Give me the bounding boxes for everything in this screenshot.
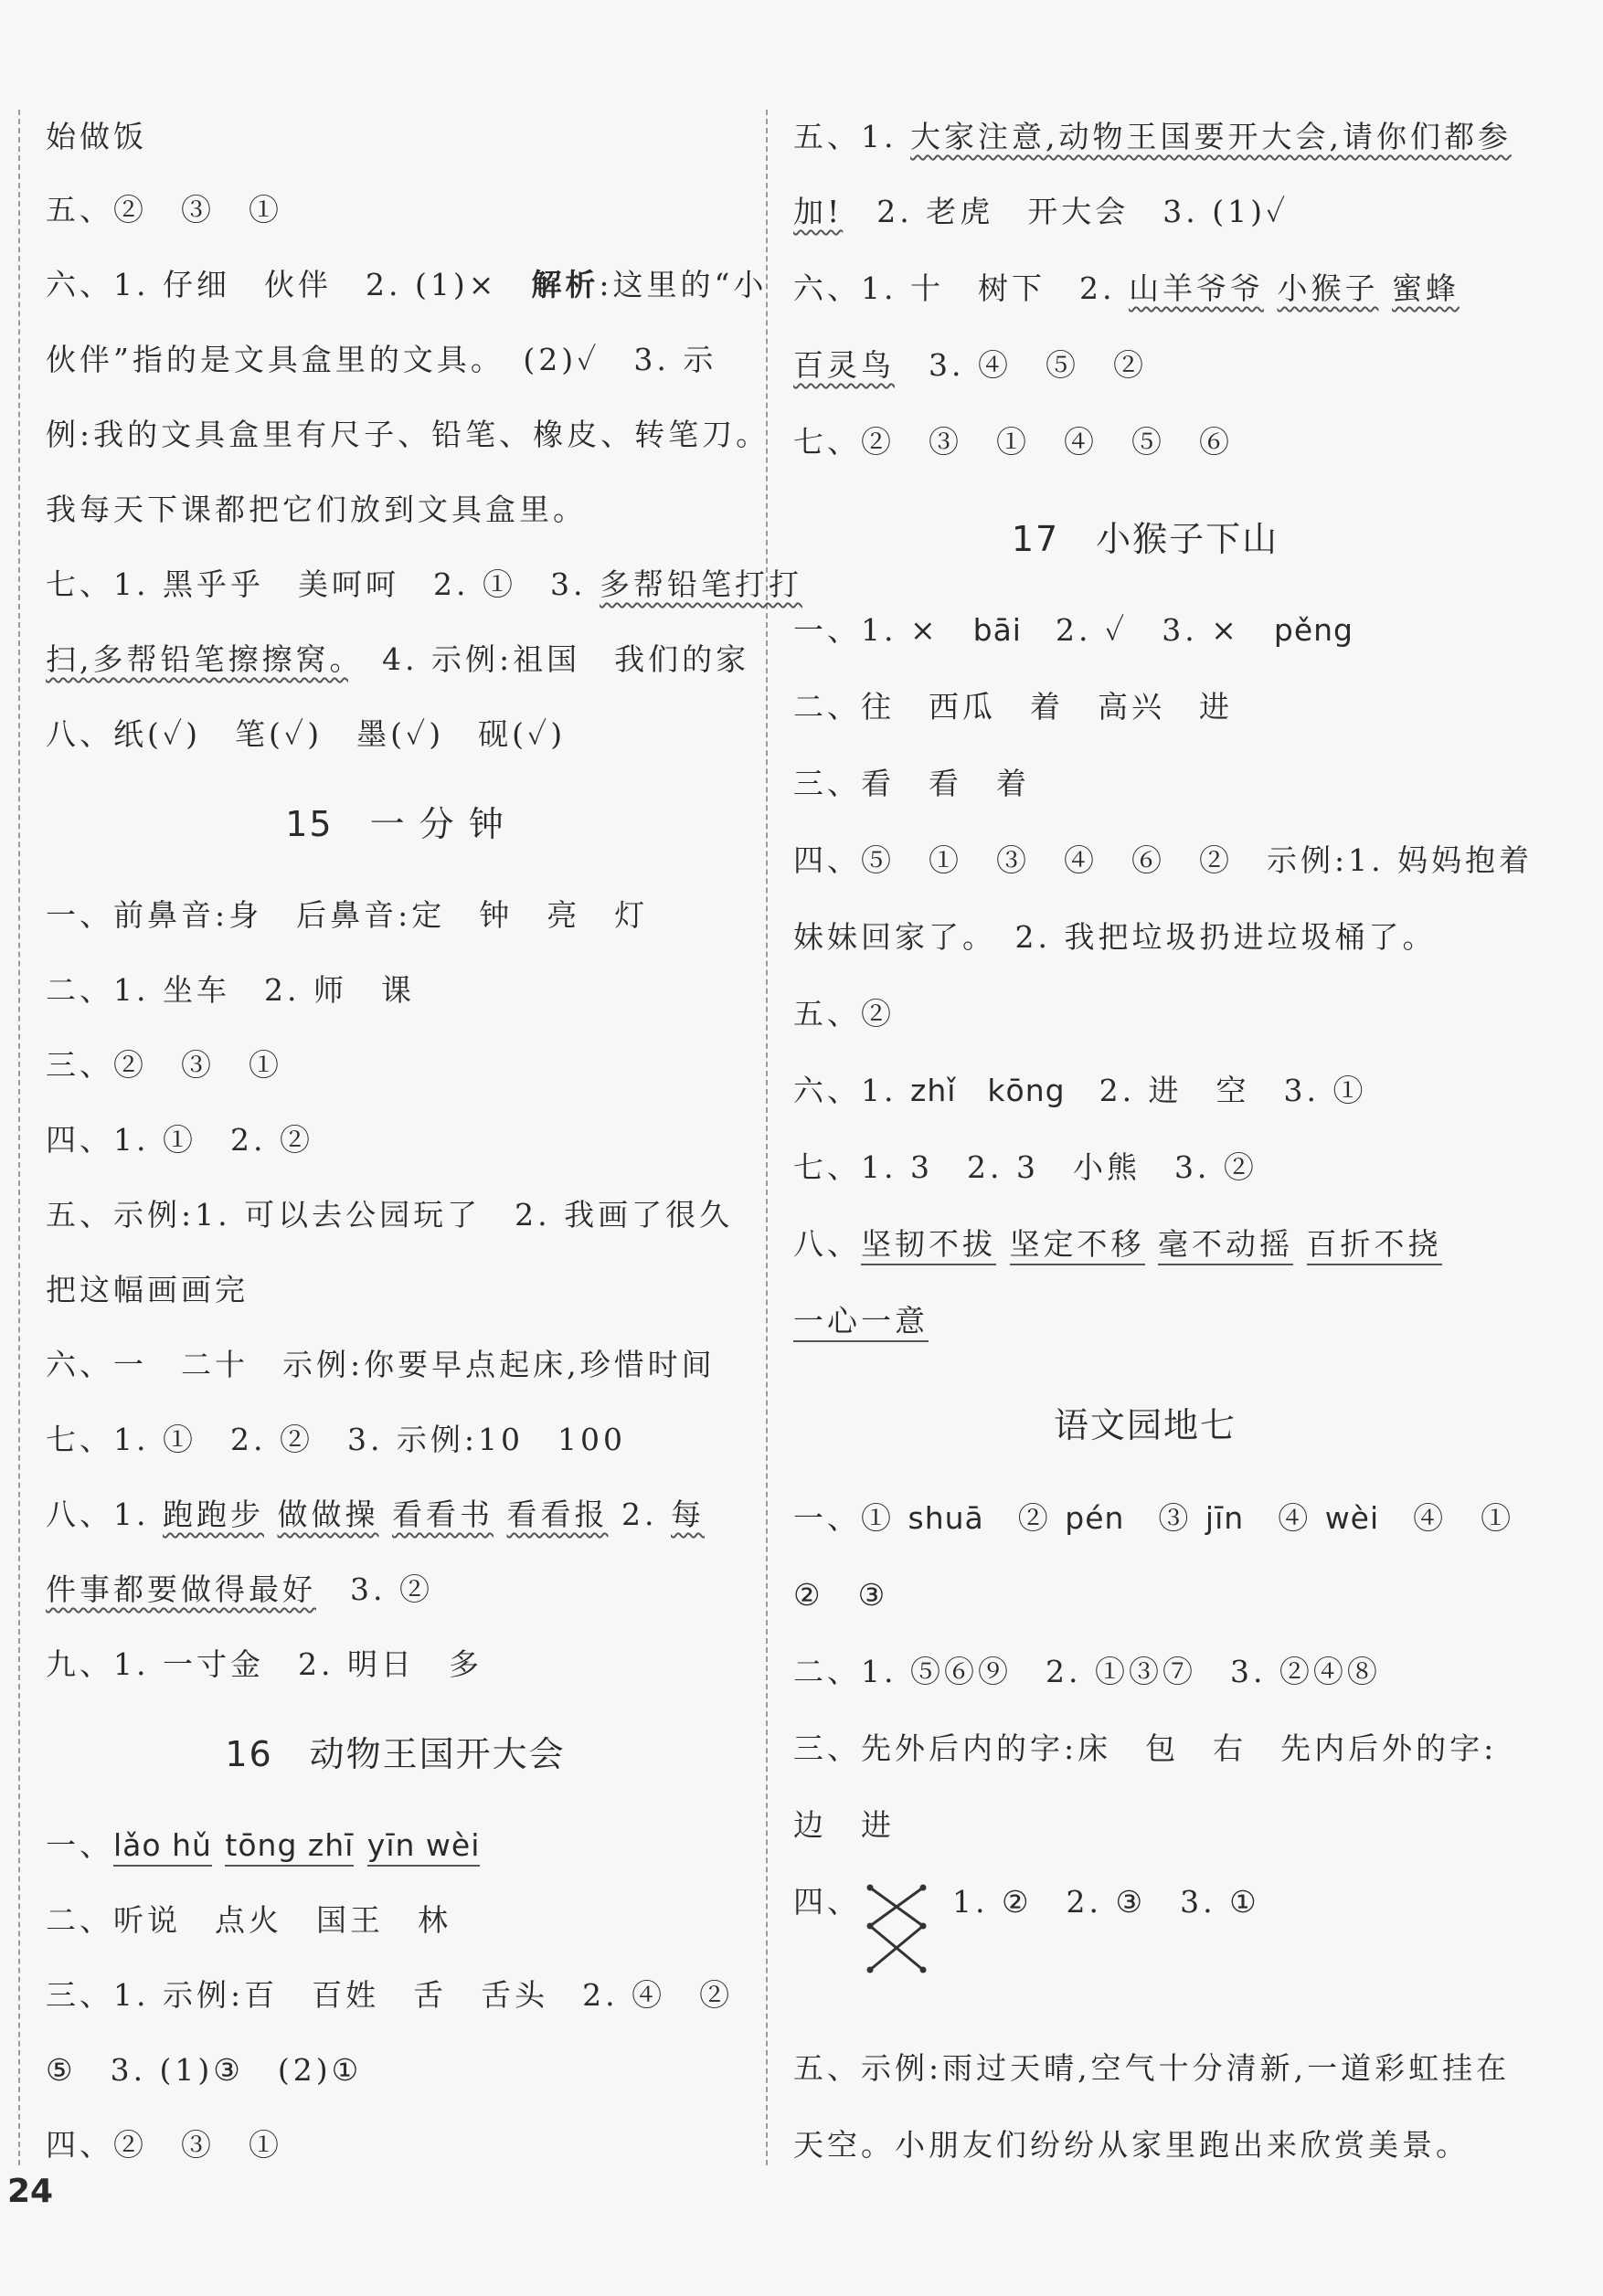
answer-line: 六、1. zhǐ kōng 2. 进 空 3. ①	[793, 1073, 1367, 1108]
wavy-underlined-answer: 看看书	[392, 1497, 494, 1532]
answer-line: 三、先外后内的字:床 包 右 先内后外的字:	[793, 1730, 1498, 1766]
answer-line: 五、②	[793, 996, 895, 1032]
answer-line: 始做饭	[46, 119, 147, 154]
underlined-answer: 一心一意	[793, 1303, 929, 1342]
wavy-underlined-answer: 件事都要做得最好	[46, 1571, 316, 1607]
answer-line: 百灵鸟 3. ④ ⑤ ②	[793, 347, 1147, 383]
section-title-15: 15 一 分 钟	[285, 804, 505, 844]
answer-line: 一、前鼻音:身 后鼻音:定 钟 亮 灯	[46, 897, 649, 933]
answer-line: 七、1. 黑乎乎 美呵呵 2. ① 3. 多帮铅笔打打	[46, 566, 802, 602]
answer-line: 四、 1. ② 2. ③ 3. ①	[793, 1882, 1260, 1979]
answer-line: 五、② ③ ①	[46, 192, 282, 227]
matching-lines-icon	[861, 1878, 934, 1979]
answer-line: 四、⑤ ① ③ ④ ⑥ ② 示例:1. 妈妈抱着	[793, 842, 1534, 878]
answer-line: 伙伴”指的是文具盒里的文具。 (2)✓ 3. 示	[46, 342, 717, 377]
wavy-underlined-answer: 加!	[793, 194, 844, 229]
section-title-yuwen-yuandi: 语文园地七	[1053, 1405, 1237, 1445]
underlined-answer: 坚韧不拔	[861, 1226, 996, 1265]
pinyin-answer: zhǐ kōng	[910, 1073, 1066, 1108]
answer-line: 加! 2. 老虎 开大会 3. (1)✓	[793, 194, 1290, 229]
wavy-underlined-answer: 大家注意,动物王国要开大会,请你们都参	[910, 119, 1512, 154]
answer-line: 五、示例:1. 可以去公园玩了 2. 我画了很久	[46, 1197, 734, 1233]
answer-line: 六、一 二十 示例:你要早点起床,珍惜时间	[46, 1347, 716, 1382]
wavy-underlined-answer: 看看报	[506, 1497, 609, 1532]
answer-line: ⑤ 3. (1)③ (2)①	[46, 2052, 363, 2088]
pinyin-answer: yīn wèi	[367, 1827, 481, 1867]
answer-line: ② ③	[793, 1577, 889, 1613]
answer-line: 二、1. ⑤⑥⑨ 2. ①③⑦ 3. ②④⑧	[793, 1654, 1381, 1689]
analysis-label: 解析	[531, 267, 600, 302]
answer-line: 七、② ③ ① ④ ⑤ ⑥	[793, 424, 1233, 460]
answer-line: 五、1. 大家注意,动物王国要开大会,请你们都参	[793, 119, 1512, 154]
page-number: 24	[7, 2173, 54, 2210]
answer-line: 七、1. ① 2. ② 3. 示例:10 100	[46, 1422, 627, 1457]
wavy-underlined-answer: 做做操	[277, 1497, 379, 1532]
answer-line: 八、坚韧不拔 坚定不移 毫不动摇 百折不挠	[793, 1224, 1442, 1264]
answer-line: 二、听说 点火 国王 林	[46, 1902, 451, 1938]
answer-line: 四、② ③ ①	[46, 2127, 282, 2163]
wavy-underlined-answer: 每	[671, 1497, 705, 1532]
answer-line: 五、示例:雨过天晴,空气十分清新,一道彩虹挂在	[793, 2050, 1511, 2086]
wavy-underlined-answer: 山羊爷爷	[1128, 270, 1264, 306]
wavy-underlined-answer: 多帮铅笔打打	[599, 566, 802, 602]
answer-line: 把这幅画画完	[46, 1272, 249, 1307]
answer-line: 三、② ③ ①	[46, 1047, 282, 1083]
section-title-16: 16 动物王国开大会	[225, 1734, 566, 1774]
wavy-underlined-answer: 百灵鸟	[793, 347, 895, 383]
pinyin-answer: pěng	[1273, 612, 1354, 648]
answer-line: 九、1. 一寸金 2. 明日 多	[46, 1646, 483, 1682]
answer-line: 我每天下课都把它们放到文具盒里。	[46, 492, 587, 527]
answer-line: 扫,多帮铅笔擦擦窝。 4. 示例:祖国 我们的家	[46, 641, 750, 677]
wavy-underlined-answer: 跑跑步	[163, 1497, 264, 1532]
wavy-underlined-answer: 扫,多帮铅笔擦擦窝。	[46, 641, 348, 677]
answer-line: 八、纸(✓) 笔(✓) 墨(✓) 砚(✓)	[46, 716, 567, 752]
answer-line: 一、lǎo hǔ tōng zhī yīn wèi	[46, 1825, 480, 1866]
underlined-answer: 坚定不移	[1010, 1226, 1145, 1265]
answer-line: 八、1. 跑跑步 做做操 看看书 看看报 2. 每	[46, 1497, 705, 1532]
answer-line: 二、1. 坐车 2. 师 课	[46, 972, 415, 1008]
underlined-answer: 毫不动摇	[1158, 1226, 1293, 1265]
answer-line: 一、1. × bāi 2. ✓ 3. × pěng	[793, 612, 1354, 648]
answer-line: 边 进	[793, 1807, 895, 1843]
answer-line: 三、1. 示例:百 百姓 舌 舌头 2. ④ ②	[46, 1977, 734, 2013]
pinyin-answer: tōng zhī	[225, 1827, 354, 1867]
answer-line: 四、1. ① 2. ②	[46, 1122, 313, 1158]
wavy-underlined-answer: 小猴子	[1277, 270, 1379, 306]
answer-line: 七、1. 3 2. 3 小熊 3. ②	[793, 1149, 1258, 1185]
answer-line: 例:我的文具盒里有尺子、铅笔、橡皮、转笔刀。	[46, 417, 770, 452]
cross-mark: ×	[468, 267, 532, 302]
pinyin-answer: lǎo hǔ	[113, 1827, 212, 1867]
underlined-answer: 百折不挠	[1307, 1226, 1442, 1265]
pinyin-answer: bāi	[972, 612, 1022, 648]
wavy-underlined-answer: 蜜蜂	[1391, 270, 1460, 306]
answer-line: 二、往 西瓜 着 高兴 进	[793, 689, 1233, 725]
answer-line: 件事都要做得最好 3. ②	[46, 1571, 433, 1607]
page-edge-divider	[18, 110, 20, 2165]
answer-line: 六、1. 仔细 伙伴 2. (1)× 解析:这里的“小	[46, 267, 768, 302]
answer-line: 一、① shuā ② pén ③ jīn ④ wèi ④ ①	[793, 1500, 1515, 1536]
answer-line: 六、1. 十 树下 2. 山羊爷爷 小猴子 蜜蜂	[793, 270, 1460, 306]
answer-line: 妹妹回家了。 2. 我把垃圾扔进垃圾桶了。	[793, 919, 1437, 955]
answer-line	[793, 1301, 929, 1341]
section-title-17: 17 小猴子下山	[1011, 519, 1279, 559]
answer-line: 天空。小朋友们纷纷从家里跑出来欣赏美景。	[793, 2127, 1470, 2163]
answer-line: 三、看 看 着	[793, 766, 1030, 801]
